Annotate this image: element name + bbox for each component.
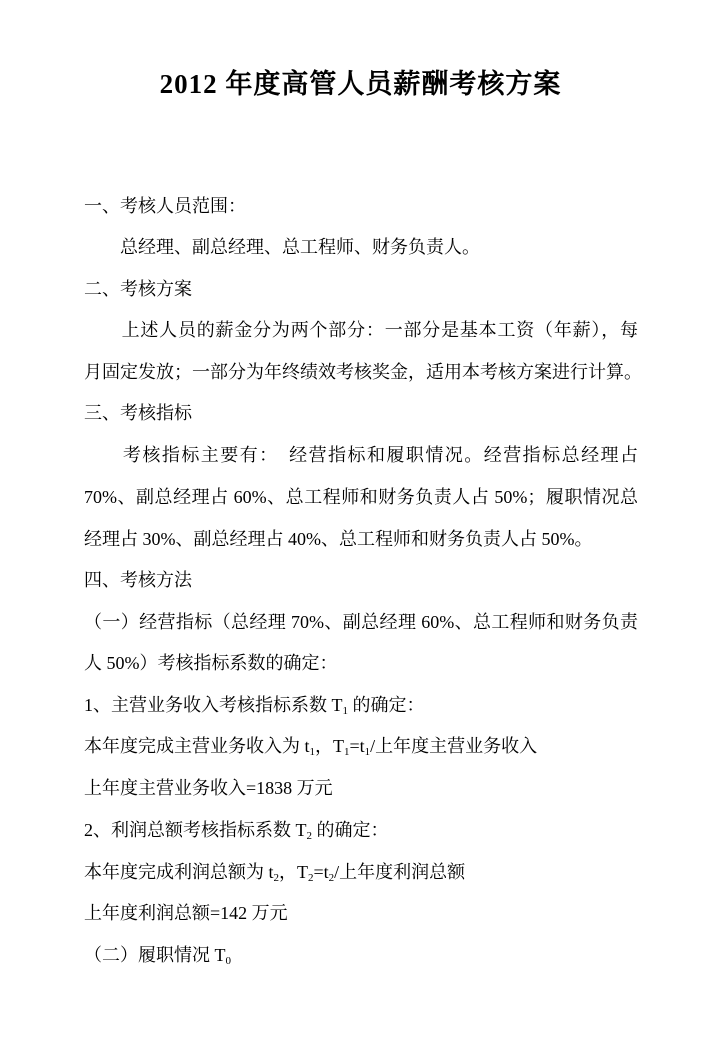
text-segment: 月固定发放；一部分为年终绩效考核奖金，适用本考核方案进行计算。 [84,362,642,382]
text-segment: 70%、副总经理占 60%、总工程师和财务负责人占 50%；履职情况总 [84,487,638,507]
text-line [84,693,638,717]
text-segment: =t [313,862,329,882]
text-line [84,776,638,800]
text-line [84,610,638,634]
subscript: 1 [342,705,348,717]
text-line [84,235,638,259]
subscript: 1 [364,746,371,758]
text-segment: /上年度主营业务收入 [370,736,538,756]
text-line [84,527,638,551]
text-segment: （一）经营指标（总经理 70%、副总经理 60%、总工程师和财务负责 [84,612,638,632]
document-title: 2012 年度高管人员薪酬考核方案 [159,69,562,99]
text-line [84,277,638,301]
text-segment: 上年度主营业务收入=1838 万元 [84,778,333,798]
text-segment: 1、主营业务收入考核指标系数 T [84,695,343,715]
text-segment: 三、考核指标 [84,403,192,423]
text-line [84,734,638,758]
text-segment: 本年度完成利润总额为 t [84,862,274,882]
text-segment: 的确定： [348,695,425,715]
subscript: 2 [328,872,335,884]
text-segment: 人 50%）考核指标系数的确定： [84,653,338,673]
text-segment: ，T [279,862,308,882]
text-line [84,568,638,592]
text-segment: 的确定： [312,820,389,840]
text-segment: 本年度完成主营业务收入为 t [84,736,310,756]
text-segment: 四、考核方法 [84,570,192,590]
text-line [84,443,638,467]
subscript: 1 [309,746,315,758]
subscript: 1 [344,746,350,758]
text-line [84,194,638,218]
text-line [84,901,638,925]
text-segment: 经理占 30%、副总经理占 40%、总工程师和财务负责人占 50%。 [84,529,593,549]
text-line [84,360,642,384]
text-segment: 考核指标主要有： 经营指标和履职情况。经营指标总经理占 [84,445,638,465]
text-line [84,860,638,884]
text-segment: 上述人员的薪金分为两个部分：一部分是基本工资（年薪），每 [84,320,638,340]
text-segment: 2、利润总额考核指标系数 T [84,820,307,840]
text-segment: ，T [315,736,344,756]
subscript: 2 [273,872,279,884]
subscript: 0 [225,955,231,967]
text-segment: 总经理、副总经理、总工程师、财务负责人。 [84,237,480,257]
text-line [84,818,638,842]
text-line [84,943,638,967]
text-segment: /上年度利润总额 [334,862,466,882]
subscript: 2 [308,872,314,884]
subscript: 2 [306,830,312,842]
text-line [84,318,638,342]
text-segment: 一、考核人员范围： [84,196,246,216]
text-segment: 上年度利润总额=142 万元 [84,903,288,923]
text-segment: =t [349,736,365,756]
text-line [84,485,638,509]
text-line [84,401,638,425]
text-segment: （二）履职情况 T [84,945,226,965]
text-segment: 二、考核方案 [84,279,192,299]
text-line [84,651,638,675]
